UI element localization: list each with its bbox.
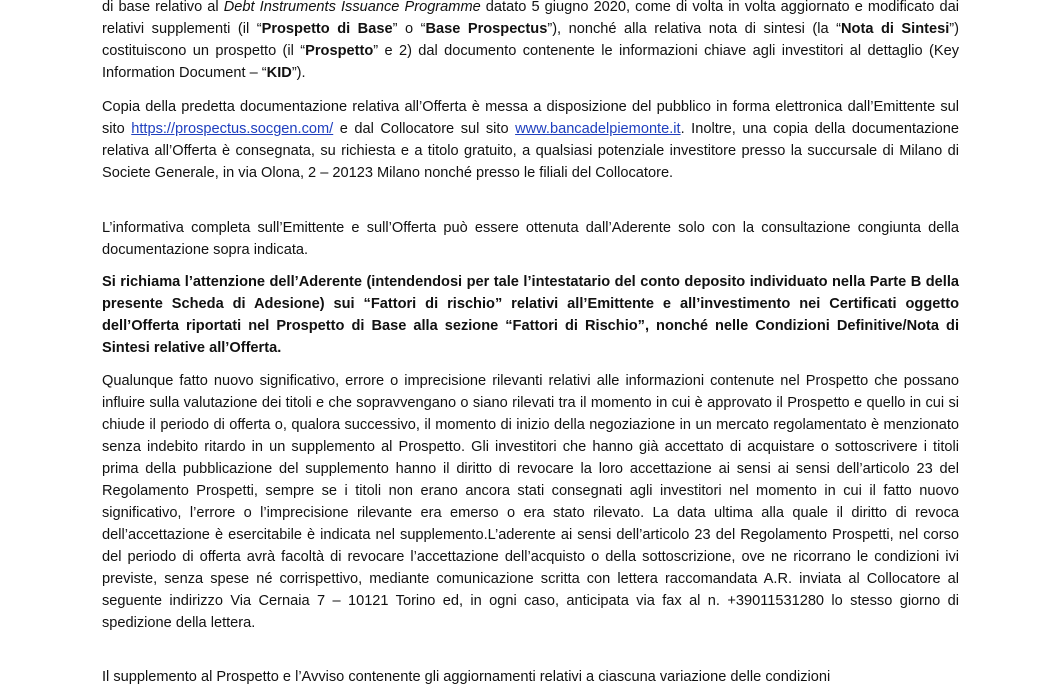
- text: Copia della predetta documentazione relativa all’Offerta è messa a disposizione del pubblico in forma elettronica dall’Emittente sul sito: [102, 99, 959, 137]
- link-banca-del-piemonte[interactable]: www.bancadelpiemonte.it: [515, 121, 681, 137]
- text: ”).: [291, 65, 306, 81]
- text: ”), nonché alla relativa nota di sintesi (la “: [547, 21, 842, 37]
- programme-name: Debt Instruments Issuance Programme: [223, 0, 481, 15]
- term-kid: KID: [266, 65, 292, 81]
- term-prospetto-di-base: Prospetto di Base: [261, 21, 393, 37]
- text: . Inoltre, una copia della documentazione relativa all’Offerta è consegnata, su richiesta e a titolo gratuito, a qualsiasi potenziale investitore presso la succursale di Milano di Societe Generale, in via Olona, 2 – 20123 Milano nonché presso le filiali del Collocatore.: [102, 121, 960, 181]
- link-prospectus-socgen[interactable]: https://prospectus.socgen.com/: [131, 121, 334, 137]
- paragraph-supplement-notice: Il supplemento al Prospetto e l’Avviso contenente gli aggiornamenti relativi a ciascuna variazione delle condizioni: [102, 669, 831, 685]
- term-base-prospectus: Base Prospectus: [425, 21, 548, 37]
- paragraph-supplement-revocation: Qualunque fatto nuovo significativo, errore o imprecisione rilevanti relativi alle informazioni contenute nel Prospetto che possano influire sulla valutazione dei titoli e che sopravvengano o siano rilevati tra il momento in cui è approvato il Prospetto e quello in cui si chiude il periodo di offerta o, qualora successivo, il momento di inizio della negoziazione in un mercato regolamentato è menzionato senza indebito ritardo in un supplemento al Prospetto. Gli investitori che hanno già accettato di acquistare o sottoscrivere i titoli prima della pubblicazione del supplemento hanno il diritto di revocare la loro accettazione ai sensi ai sensi dell’articolo 23 del Regolamento Prospetti, sempre se i titoli non erano ancora stati consegnati agli investitori nel momento in cui il fatto nuovo significativo, l’errore o l’imprecisione rilevante era emerso o era stato rilevato. La data ultima alla quale il diritto di revoca dell’accettazione è esercitabile è indicata nel supplemento.L’aderente ai sensi dell’articolo 23 del Regolamento Prospetti, nel corso del periodo di offerta avrà facoltà di revocare l’accettazione dell’acquisto o della sottoscrizione, ove ne ricorrano le condizioni ivi previste, senza spese né corrispettivo, mediante comunicazione scritta con lettera raccomandata A.R. inviata al Collocatore al seguente indirizzo Via Cernaia 7 – 10121 Torino ed, in ogni caso, anticipata via fax al n. +39011531280 lo stesso giorno di spedizione della lettera.: [102, 373, 959, 631]
- text: e dal Collocatore sul sito: [333, 121, 516, 137]
- term-nota-di-sintesi: Nota di Sintesi: [841, 21, 950, 37]
- text: di base relativo al: [102, 0, 224, 15]
- paragraph-prospectus-definition: [102, 0, 959, 84]
- text: ” o “: [392, 21, 426, 37]
- text: ”) costituiscono un prospetto (il “: [102, 21, 960, 59]
- paragraph-risk-factors-warning: Si richiama l’attenzione dell’Aderente (intendendosi per tale l’intestatario del conto deposito individuato nella Parte B della presente Scheda di Adesione) sui “Fattori di rischio” relativi all’Emittente e all’investimento nei Certificati oggetto dell’Offerta riportati nel Prospetto di Base alla sezione “Fattori di Rischio”, nonché nelle Condizioni Definitive/Nota di Sintesi relative all’Offerta.: [102, 274, 959, 356]
- paragraph-complete-information: L’informativa completa sull’Emittente e sull’Offerta può essere ottenuta dall’Aderente solo con la consultazione congiunta della documentazione sopra indicata.: [102, 220, 959, 258]
- term-prospetto: Prospetto: [305, 43, 374, 59]
- text: ” e 2) dal documento contenente le informazioni chiave agli investitori al dettaglio (Key Information Document – “: [102, 43, 959, 81]
- paragraph-documentation-availability: [102, 96, 959, 184]
- text: datato 5 giugno 2020, come di volta in volta aggiornato e modificato dai relativi supplementi (il “: [102, 0, 959, 37]
